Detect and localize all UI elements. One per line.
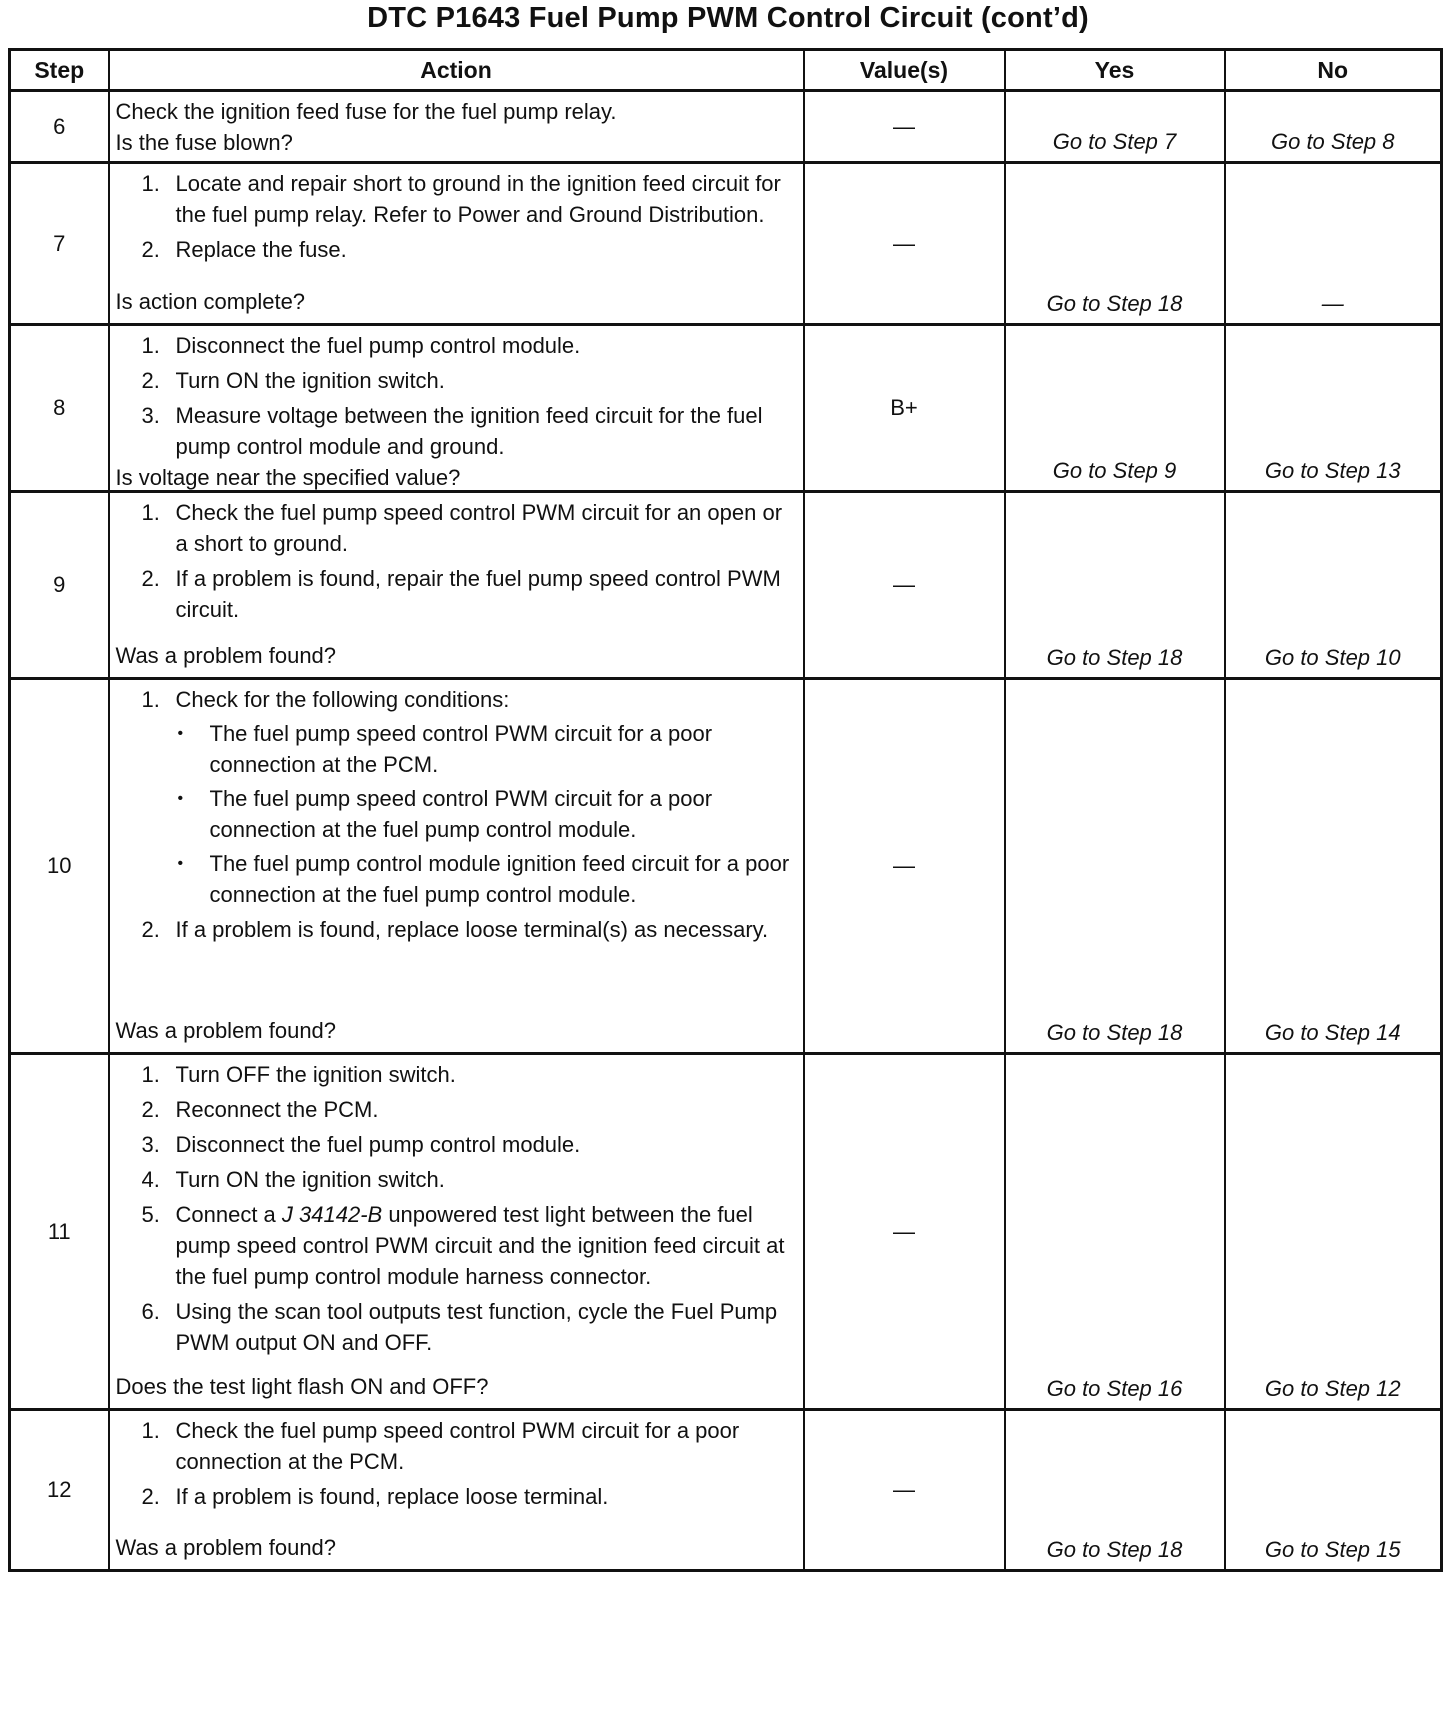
action-cell [109,1054,804,1410]
item-number: 3. [141,403,160,428]
action-question: Is action complete? [115,289,306,314]
action-item [142,1296,797,1358]
header-row [10,50,1442,91]
action-item [142,330,797,361]
action-item [142,1199,797,1292]
no-cell: — [1225,163,1442,325]
step-number: 6 [10,91,109,163]
no-cell: Go to Step 13 [1225,325,1442,492]
item-text: If a problem is found, replace loose terminal. [175,1484,609,1509]
yes-cell: Go to Step 18 [1005,1410,1225,1571]
value-cell: — [804,1410,1005,1571]
action-steps [116,96,797,127]
action-item [142,497,797,559]
action-item [142,1415,797,1477]
item-text [176,1199,797,1292]
item-text: Check for the following conditions: [175,687,510,712]
item-text: Turn ON the ignition switch. [175,368,445,393]
item-text: Reconnect the PCM. [175,1097,379,1122]
action-content [110,164,803,323]
table-row [10,679,1442,1054]
sub-item [176,848,797,910]
yes-cell: Go to Step 18 [1005,163,1225,325]
bullet-icon: • [177,855,184,872]
yes-cell: Go to Step 18 [1005,492,1225,679]
action-item [142,1094,797,1125]
item-text-pre: Connect a [175,1202,282,1227]
item-text: Using the scan tool outputs test function, cycle the Fuel Pump PWM output ON and OFF. [175,1299,778,1355]
bullet-icon: • [177,790,184,807]
table-row [10,1410,1442,1571]
item-number: 6. [141,1299,160,1324]
sub-item-text: The fuel pump speed control PWM circuit for a poor connection at the fuel pump control module. [209,786,713,842]
item-text: Check the fuel pump speed control PWM circuit for an open or a short to ground. [175,500,783,556]
action-question: Was a problem found? [115,643,337,668]
action-cell [109,1410,804,1571]
no-cell: Go to Step 15 [1225,1410,1442,1571]
header-step: Step [10,50,109,91]
item-number: 5. [141,1202,160,1227]
action-question: Was a problem found? [115,1018,337,1043]
action-question: Is the fuse blown? [115,130,293,155]
table-row [10,91,1442,163]
value-cell: — [804,679,1005,1054]
no-cell: Go to Step 14 [1225,679,1442,1054]
diagnostic-table [8,48,1443,1572]
action-cell [109,163,804,325]
action-content [110,1411,803,1569]
step-number: 11 [10,1054,109,1410]
item-number: 1. [141,500,160,525]
action-cell [109,91,804,163]
table-row [10,325,1442,492]
action-content [110,1055,803,1408]
action-steps [116,168,797,265]
step-number: 9 [10,492,109,679]
item-number: 1. [141,333,160,358]
action-content [110,493,803,677]
item-number: 1. [141,1418,160,1443]
item-number: 4. [141,1167,160,1192]
action-steps [116,1415,797,1512]
step-number: 8 [10,325,109,492]
yes-cell: Go to Step 16 [1005,1054,1225,1410]
item-text: Locate and repair short to ground in the ignition feed circuit for the fuel pump relay. Refer to Power and Ground Distribution. [175,171,781,227]
table-body [10,91,1442,1571]
item-number: 2. [141,917,160,942]
item-text: If a problem is found, repair the fuel pump speed control PWM circuit. [175,566,781,622]
header-yes: Yes [1005,50,1225,91]
step-number: 12 [10,1410,109,1571]
item-number: 3. [141,1132,160,1157]
item-number: 1. [141,171,160,196]
value-cell: B+ [804,325,1005,492]
item-number: 2. [141,368,160,393]
tool-number: J 34142-B [281,1202,383,1227]
action-question: Does the test light flash ON and OFF? [115,1374,489,1399]
table-row [10,1054,1442,1410]
header-no: No [1225,50,1442,91]
no-cell: Go to Step 12 [1225,1054,1442,1410]
action-question: Was a problem found? [115,1535,337,1560]
item-text: If a problem is found, replace loose terminal(s) as necessary. [175,917,769,942]
item-text: Check the fuel pump speed control PWM circuit for a poor connection at the PCM. [175,1418,740,1474]
action-lead: Check the ignition feed fuse for the fuel pump relay. [115,99,617,124]
value-cell: — [804,91,1005,163]
step-number: 10 [10,679,109,1054]
sub-item-text: The fuel pump speed control PWM circuit for a poor connection at the PCM. [209,721,713,777]
table-row [10,492,1442,679]
action-item [142,365,797,396]
item-text: Replace the fuse. [175,237,347,262]
sub-item [176,783,797,845]
action-question: Is voltage near the specified value? [115,465,461,490]
yes-cell: Go to Step 18 [1005,679,1225,1054]
action-item [142,563,797,625]
item-text: Turn ON the ignition switch. [175,1167,445,1192]
no-cell: Go to Step 10 [1225,492,1442,679]
sub-item [176,718,797,780]
item-text: Disconnect the fuel pump control module. [175,333,581,358]
action-item [142,1129,797,1160]
item-text: Turn OFF the ignition switch. [175,1062,456,1087]
action-content [110,680,803,1052]
item-number: 1. [141,1062,160,1087]
item-number: 2. [141,237,160,262]
table-row [10,163,1442,325]
action-steps [116,684,797,945]
item-number: 1. [141,687,160,712]
action-item [142,1481,797,1512]
no-cell: Go to Step 8 [1225,91,1442,163]
action-item [142,400,797,462]
yes-cell: Go to Step 9 [1005,325,1225,492]
yes-cell: Go to Step 7 [1005,91,1225,163]
item-text: Disconnect the fuel pump control module. [175,1132,581,1157]
action-steps [116,497,797,625]
item-number: 2. [141,1097,160,1122]
header-action: Action [109,50,804,91]
item-text: Measure voltage between the ignition feed circuit for the fuel pump control module and ground. [175,403,763,459]
action-item [142,684,797,715]
value-cell: — [804,1054,1005,1410]
action-steps [116,1059,797,1358]
action-cell [109,325,804,492]
header-values: Value(s) [804,50,1005,91]
action-cell [109,679,804,1054]
action-item [142,1059,797,1090]
action-steps [116,330,797,462]
item-number: 2. [141,566,160,591]
action-content [110,92,803,161]
sub-item-text: The fuel pump control module ignition feed circuit for a poor connection at the fuel pump control module. [209,851,790,907]
action-cell [109,492,804,679]
value-cell: — [804,492,1005,679]
value-cell: — [804,163,1005,325]
item-number: 2. [141,1484,160,1509]
action-item [142,168,797,230]
action-item [142,1164,797,1195]
action-item [142,914,797,945]
page-title: DTC P1643 Fuel Pump PWM Control Circuit (cont’d) [367,2,1089,34]
item-text-post: unpowered test light between the fuel pump speed control PWM circuit and the ignition feed circuit at the fuel pump control module harness connector. [175,1202,785,1289]
action-content [110,326,803,490]
bullet-icon: • [177,725,184,742]
action-item [142,234,797,265]
step-number: 7 [10,163,109,325]
